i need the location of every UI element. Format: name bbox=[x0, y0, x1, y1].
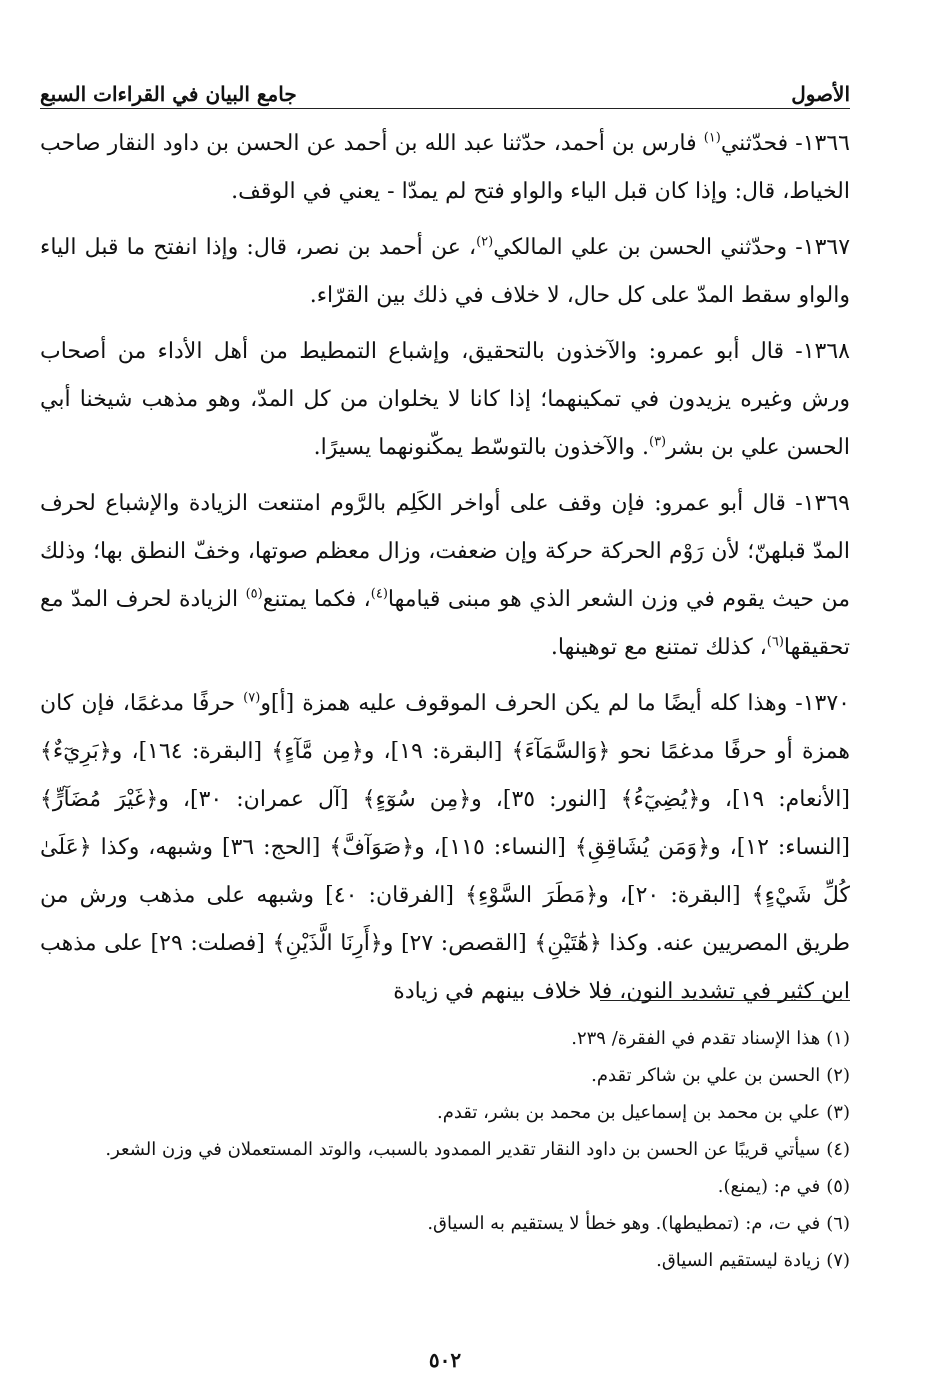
footnote-ref: (٣) bbox=[648, 434, 667, 450]
footnote-ref: (٧) bbox=[243, 690, 261, 706]
footnote-5: (٥)في م: (يمنع). bbox=[717, 1176, 850, 1197]
main-text bbox=[40, 120, 850, 1024]
footnote-3: (٣)علي بن محمد بن إسماعيل بن محمد بن بشر، تقدم. bbox=[436, 1102, 850, 1123]
footnote-4: (٤)سيأتي قريبًا عن الحسن بن داود النقار تقدير الممدود بالسبب، والوتد المستعملان في وزن الشعر. bbox=[105, 1139, 850, 1160]
footnote-6: (٦)في ت، م: (تمطيطها). وهو خطأ لا يستقيم به السياق. bbox=[427, 1213, 850, 1234]
header-divider bbox=[40, 108, 850, 109]
footnote-1: (١)هذا الإسناد تقدم في الفقرة/ ٢٣٩. bbox=[571, 1028, 850, 1049]
paragraph-1369: ١٣٦٩- قال أبو عمرو: فإن وقف على أواخر الكَلِم بالرَّوم امتنعت الزيادة والإشباع لحرف المدّ قبلهنّ؛ لأن رَوْم الحركة حركة وإن ضعفت، وزال معظم صوتها، وخفّ النطق بها؛ وذلك من حيث يقوم في وزن الشعر الذي هو مبنى قيامها$^{(٤)}$، فكما يمتنع$^{(٥)}$ الزيادة لحرف المدّ مع تحقيقها$^{(٦)}$، كذلك تمتنع مع توهينها. bbox=[40, 491, 851, 660]
footnote-divider bbox=[600, 1000, 850, 1001]
footnote-ref: (٤) bbox=[370, 586, 388, 602]
page-number: ٥٠٢ bbox=[428, 1348, 462, 1372]
header-section-title: الأصول bbox=[791, 82, 850, 106]
footnote-ref: (٢) bbox=[476, 234, 494, 250]
footnote-ref: (٥) bbox=[245, 586, 263, 602]
paragraph-1370: ١٣٧٠- وهذا كله أيضًا ما لم يكن الحرف الموقوف عليه همزة [أ]و$^{(٧)}$ حرفًا مدغمًا، فإن كان همزة أو حرفًا مدغمًا نحو ﴿وَالسَّمَآءَ﴾ [البقرة: ١٩]، و﴿مِن مَّآءٍ﴾ [البقرة: ١٦٤]، و﴿بَرِيٓءٌ﴾ [الأنعام: ١٩]، و﴿يُضِيٓءُ﴾ [النور: ٣٥]، و﴿مِن سُوٓءٍ﴾ [آل عمران: ٣٠]، و﴿غَيْرَ مُضَآرٍّ﴾ [النساء: ١٢]، و﴿وَمَن يُشَاقِقِ﴾ [النساء: ١١٥]، و﴿صَوَآفَّ﴾ [الحج: ٣٦] وشبهه، وكذا ﴿عَلَىٰ كُلِّ شَيْءٍ﴾ [البقرة: ٢٠]، و﴿مَطَرَ السَّوْءِ﴾ [الفرقان: ٤٠] وشبهه على مذهب ورش من طريق المصريين عنه. وكذا ﴿هَٰتَيْنِ﴾ [القصص: ٢٧] و﴿أَرِنَا الَّذَيْنِ﴾ [فصلت: ٢٩] على مذهب ابن كثير في تشديد النون، فلا خلاف بينهم في زيادة bbox=[40, 690, 851, 1004]
footnotes bbox=[40, 1022, 850, 1281]
paragraph-1367: ١٣٦٧- وحدّثني الحسن بن علي المالكي$^{(٢)}$، عن أحمد بن نصر، قال: وإذا انفتح ما قبل الياء والواو سقط المدّ على كل حال، لا خلاف في ذلك بين القرّاء. bbox=[40, 234, 851, 308]
footnote-2: (٢)الحسن بن علي بن شاكر تقدم. bbox=[591, 1065, 850, 1086]
paragraph-1366: ١٣٦٦- فحدّثني$^{(١)}$ فارس بن أحمد، حدّثنا عبد الله بن أحمد عن الحسن بن داود النقار صاحب الخياط، قال: وإذا كان قبل الياء والواو فتح لم يمدّا - يعني في الوقف. bbox=[40, 130, 850, 204]
footnote-ref: (١) bbox=[703, 130, 721, 146]
footnote-ref: (٦) bbox=[766, 634, 784, 650]
header-book-title: جامع البيان في القراءات السبع bbox=[40, 82, 297, 106]
paragraph-1368: ١٣٦٨- قال أبو عمرو: والآخذون بالتحقيق، وإشباع التمطيط من أهل الأداء من أصحاب ورش وغيره يزيدون في تمكينهما؛ إذا كانا لا يخلوان من كل المدّ، وهو مذهب شيخنا أبي الحسن علي بن بشر$^{(٣)}$. والآخذون بالتوسّط يمكّنونهما يسيرًا. bbox=[40, 339, 850, 460]
footnote-7: (٧)زيادة ليستقيم السياق. bbox=[656, 1250, 850, 1271]
running-header bbox=[40, 70, 850, 106]
